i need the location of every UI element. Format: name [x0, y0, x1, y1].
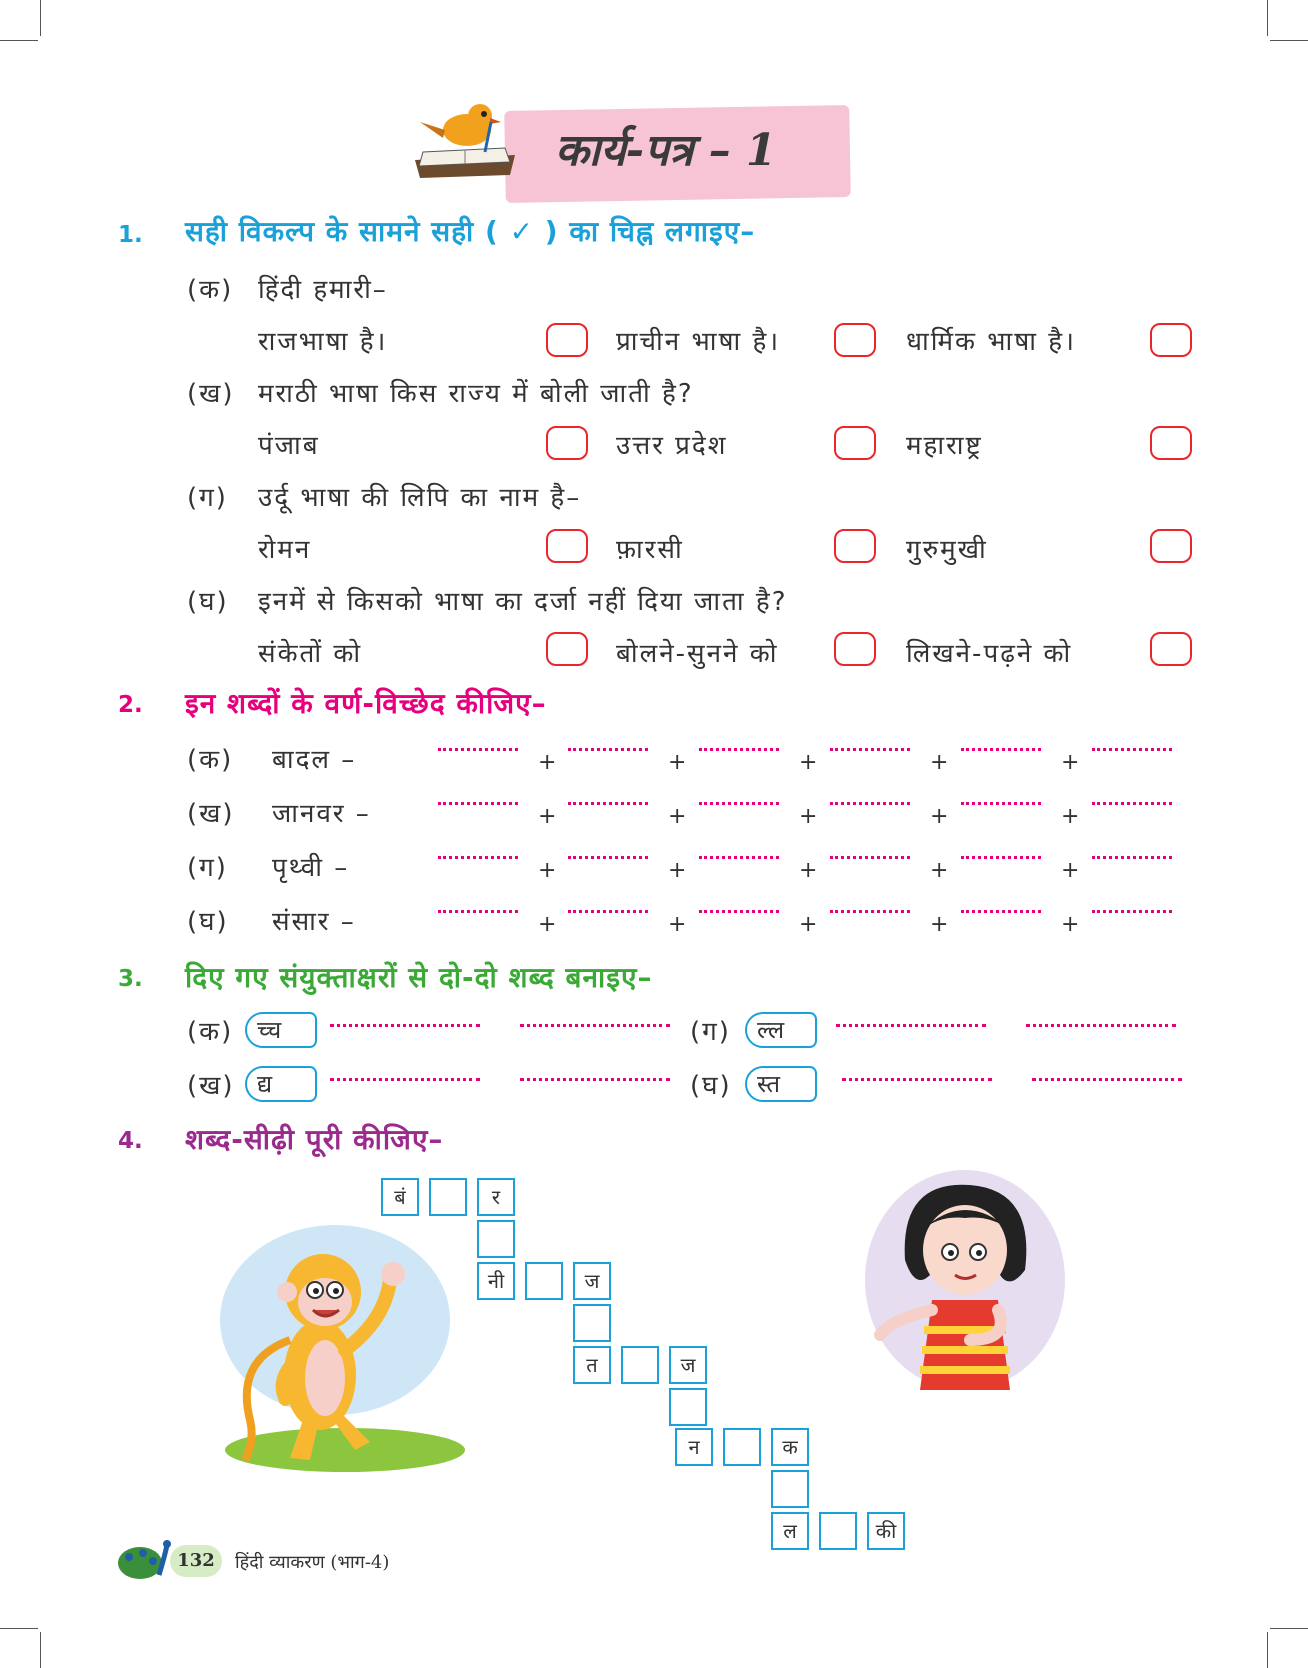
answer-checkbox[interactable] [546, 529, 588, 563]
answer-checkbox[interactable] [1150, 529, 1192, 563]
option-text: लिखने-पढ़ने को [906, 639, 1073, 669]
item-label: (ख) [187, 799, 235, 829]
plus-sign: + [668, 750, 687, 775]
ladder-empty-box[interactable] [819, 1512, 857, 1550]
plus-sign: + [799, 750, 818, 775]
option-text: राजभाषा है। [258, 327, 388, 357]
answer-blank[interactable] [438, 802, 518, 805]
word: पृथ्वी – [272, 853, 350, 883]
answer-blank[interactable] [830, 910, 910, 913]
answer-checkbox[interactable] [834, 426, 876, 460]
answer-blank[interactable] [568, 910, 648, 913]
plus-sign: + [668, 912, 687, 937]
ladder-empty-box[interactable] [525, 1262, 563, 1300]
option-text: रोमन [258, 535, 312, 565]
answer-checkbox[interactable] [546, 632, 588, 666]
crop-mark [1267, 1632, 1268, 1668]
option-text: फ़ारसी [616, 535, 684, 565]
plus-sign: + [930, 858, 949, 883]
plus-sign: + [668, 858, 687, 883]
plus-sign: + [538, 912, 557, 937]
item-question: मराठी भाषा किस राज्य में बोली जाती है? [258, 379, 694, 409]
question-text: दिए गए संयुक्ताक्षरों से दो-दो शब्द बनाइए– [185, 961, 653, 994]
ladder-letter-box: र [477, 1178, 515, 1216]
answer-blank[interactable] [438, 910, 518, 913]
question-text: सही विकल्प के सामने सही ( ✓ ) का चिह्न लगाइए– [185, 215, 756, 248]
answer-blank[interactable] [1032, 1078, 1182, 1081]
plus-sign: + [930, 912, 949, 937]
answer-blank[interactable] [830, 856, 910, 859]
conjunct-oval: ल्ल [745, 1012, 817, 1048]
answer-blank[interactable] [1092, 910, 1172, 913]
item-label: (ग) [187, 853, 228, 883]
ladder-letter-box: क [771, 1428, 809, 1466]
answer-blank[interactable] [330, 1024, 480, 1027]
answer-checkbox[interactable] [834, 323, 876, 357]
conjunct-oval: च्च [245, 1012, 317, 1048]
answer-blank[interactable] [961, 910, 1041, 913]
ladder-empty-box[interactable] [477, 1220, 515, 1258]
ladder-letter-box: की [867, 1512, 905, 1550]
question-number: 4. [118, 1128, 143, 1154]
bird-writing-illustration [405, 100, 525, 180]
ladder-letter-box: बं [381, 1178, 419, 1216]
answer-blank[interactable] [830, 748, 910, 751]
book-title: हिंदी व्याकरण (भाग-4) [235, 1552, 390, 1573]
crop-mark [40, 1632, 41, 1668]
item-label: (ग) [187, 483, 228, 513]
answer-blank[interactable] [1026, 1024, 1176, 1027]
plus-sign: + [930, 750, 949, 775]
plus-sign: + [930, 804, 949, 829]
ladder-empty-box[interactable] [771, 1470, 809, 1508]
ladder-letter-box: न [675, 1428, 713, 1466]
crop-mark [40, 0, 41, 36]
item-label: (घ) [187, 907, 229, 937]
option-text: बोलने-सुनने को [616, 639, 779, 669]
item-label: (घ) [690, 1071, 732, 1101]
word: बादल – [272, 745, 357, 775]
page-number: 132 [170, 1545, 222, 1577]
ladder-empty-box[interactable] [723, 1428, 761, 1466]
plus-sign: + [538, 858, 557, 883]
answer-blank[interactable] [1092, 748, 1172, 751]
answer-blank[interactable] [1092, 856, 1172, 859]
answer-blank[interactable] [836, 1024, 986, 1027]
ladder-letter-box: ज [669, 1346, 707, 1384]
ladder-letter-box: ज [573, 1262, 611, 1300]
question-text: इन शब्दों के वर्ण-विच्छेद कीजिए– [185, 687, 547, 720]
peacock-logo [115, 1535, 175, 1585]
word: संसार – [272, 907, 356, 937]
plus-sign: + [1061, 858, 1080, 883]
item-label: (क) [187, 1017, 234, 1047]
plus-sign: + [799, 912, 818, 937]
conjunct-oval: स्त [745, 1066, 817, 1102]
answer-blank[interactable] [568, 802, 648, 805]
option-text: महाराष्ट्र [906, 431, 983, 461]
answer-blank[interactable] [699, 748, 779, 751]
option-text: धार्मिक भाषा है। [906, 327, 1076, 357]
option-text: पंजाब [258, 431, 320, 461]
answer-blank[interactable] [699, 802, 779, 805]
girl-illustration [860, 1160, 1070, 1400]
option-text: संकेतों को [258, 639, 363, 669]
option-text: प्राचीन भाषा है। [616, 327, 781, 357]
plus-sign: + [799, 858, 818, 883]
answer-blank[interactable] [961, 856, 1041, 859]
ladder-letter-box: त [573, 1346, 611, 1384]
crop-mark [1267, 0, 1268, 36]
question-number: 3. [118, 966, 143, 992]
word: जानवर – [272, 799, 371, 829]
ladder-empty-box[interactable] [669, 1388, 707, 1426]
conjunct-oval: द्य [245, 1066, 317, 1102]
item-question: हिंदी हमारी– [258, 275, 388, 305]
answer-checkbox[interactable] [546, 323, 588, 357]
item-label: (ख) [187, 1071, 235, 1101]
answer-blank[interactable] [830, 802, 910, 805]
item-label: (ख) [187, 379, 235, 409]
answer-blank[interactable] [438, 748, 518, 751]
item-label: (ग) [690, 1017, 731, 1047]
question-number: 1. [118, 222, 143, 248]
plus-sign: + [538, 750, 557, 775]
monkey-illustration [215, 1210, 475, 1480]
answer-blank[interactable] [842, 1078, 992, 1081]
answer-blank[interactable] [438, 856, 518, 859]
question-number: 2. [118, 692, 143, 718]
answer-blank[interactable] [568, 748, 648, 751]
plus-sign: + [1061, 750, 1080, 775]
answer-blank[interactable] [520, 1024, 670, 1027]
crop-mark [1270, 40, 1308, 41]
plus-sign: + [799, 804, 818, 829]
answer-checkbox[interactable] [1150, 426, 1192, 460]
item-question: इनमें से किसको भाषा का दर्जा नहीं दिया जाता है? [258, 587, 788, 617]
item-label: (क) [187, 745, 234, 775]
answer-checkbox[interactable] [1150, 632, 1192, 666]
ladder-empty-box[interactable] [429, 1178, 467, 1216]
answer-blank[interactable] [520, 1078, 670, 1081]
option-text: उत्तर प्रदेश [616, 431, 728, 461]
answer-checkbox[interactable] [834, 529, 876, 563]
answer-blank[interactable] [699, 856, 779, 859]
answer-blank[interactable] [568, 856, 648, 859]
plus-sign: + [1061, 912, 1080, 937]
plus-sign: + [1061, 804, 1080, 829]
answer-blank[interactable] [961, 748, 1041, 751]
item-label: (घ) [187, 587, 229, 617]
ladder-empty-box[interactable] [621, 1346, 659, 1384]
crop-mark [1270, 1628, 1308, 1629]
item-question: उर्दू भाषा की लिपि का नाम है– [258, 483, 582, 513]
ladder-letter-box: ल [771, 1512, 809, 1550]
ladder-letter-box: नी [477, 1262, 515, 1300]
option-text: गुरुमुखी [906, 535, 988, 565]
crop-mark [0, 40, 38, 41]
page-title: कार्य-पत्र – 1 [555, 125, 777, 176]
plus-sign: + [668, 804, 687, 829]
crop-mark [0, 1628, 38, 1629]
item-label: (क) [187, 275, 234, 305]
answer-blank[interactable] [1092, 802, 1172, 805]
answer-checkbox[interactable] [546, 426, 588, 460]
ladder-empty-box[interactable] [573, 1304, 611, 1342]
answer-blank[interactable] [330, 1078, 480, 1081]
plus-sign: + [538, 804, 557, 829]
answer-checkbox[interactable] [1150, 323, 1192, 357]
answer-blank[interactable] [699, 910, 779, 913]
answer-blank[interactable] [961, 802, 1041, 805]
answer-checkbox[interactable] [834, 632, 876, 666]
question-text: शब्द-सीढ़ी पूरी कीजिए– [185, 1123, 444, 1156]
